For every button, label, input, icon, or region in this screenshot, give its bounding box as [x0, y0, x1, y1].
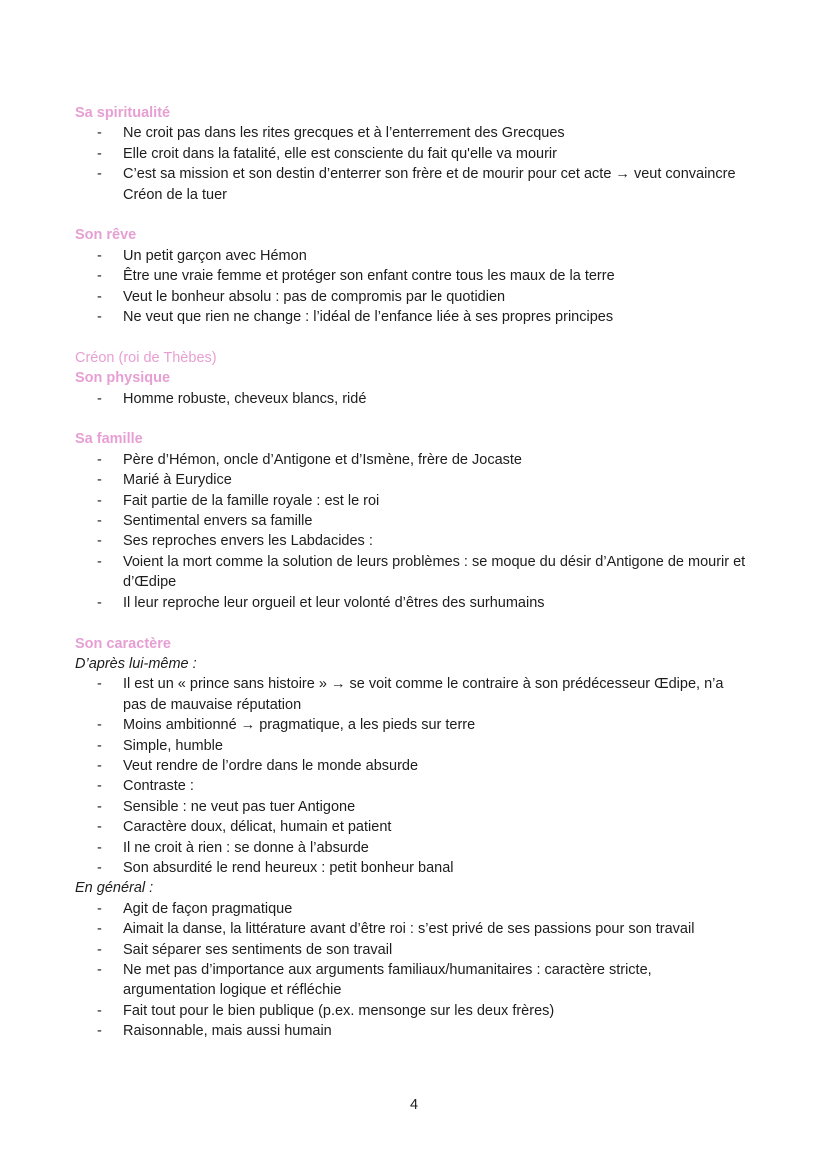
bullet-dash: - [97, 962, 102, 978]
bullet-text: Il ne croit à rien : se donne à l’absurde [123, 839, 369, 856]
bullet-dash: - [97, 553, 102, 570]
bullet-list [75, 123, 748, 205]
bullet-dash: - [97, 166, 102, 183]
bullet-dash: - [97, 676, 102, 693]
bullet-dash: - [97, 819, 102, 836]
bullet-item [75, 940, 748, 960]
bullet-dash: - [97, 145, 102, 162]
bullet-dash: - [97, 390, 102, 407]
bullet-text: Ne veut que rien ne change : l’idéal de l’enfance liée à ses propres principes [123, 309, 614, 326]
bullet-dash: - [97, 533, 102, 550]
bullet-dash: - [97, 859, 102, 876]
section [75, 348, 748, 409]
bullet-text: Fait tout pour le bien publique (p.ex. mensonge sur les deux frères) [123, 1002, 555, 1019]
group-label: D’après lui-même : [75, 655, 197, 672]
bullet-text: Veut le bonheur absolu : pas de compromis par le quotidien [123, 288, 506, 305]
section-heading: Son physique [75, 370, 171, 387]
bullet-item [75, 1001, 748, 1021]
bullet-item [75, 266, 748, 286]
bullet-item [75, 389, 748, 409]
bullet-list [75, 389, 748, 409]
bullet-dash: - [97, 309, 102, 326]
bullet-text: Caractère doux, délicat, humain et patient [123, 819, 392, 836]
bullet-text: Raisonnable, mais aussi humain [123, 1023, 332, 1040]
bullet-item [75, 756, 748, 776]
bullet-list [75, 674, 748, 878]
bullet-item [75, 450, 748, 470]
bullet-item [75, 715, 748, 735]
page-number: 4 [409, 1097, 419, 1113]
bullet-text: C’est sa mission et son destin d’enterrer son frère et de mourir pour cet acte → veut convaincre Créon de la tuer [123, 166, 736, 203]
bullet-text: Ses reproches envers les Labdacides : [123, 533, 373, 550]
bullet-item [75, 736, 748, 756]
bullet-text: Agit de façon pragmatique [123, 900, 293, 917]
bullet-dash: - [97, 717, 102, 734]
bullet-item [75, 144, 748, 164]
bullet-text: Sensible : ne veut pas tuer Antigone [123, 798, 356, 815]
bullet-text: Ne croit pas dans les rites grecques et à l’enterrement des Grecques [123, 125, 565, 142]
section [75, 103, 748, 205]
bullet-item [75, 858, 748, 878]
bullet-dash: - [97, 941, 102, 958]
bullet-item [75, 470, 748, 490]
bullet-item [75, 307, 748, 327]
bullet-dash: - [97, 798, 102, 815]
bullet-item [75, 511, 748, 531]
section-heading: Son caractère [75, 635, 171, 652]
bullet-dash: - [97, 125, 102, 142]
group-label: En général : [75, 880, 154, 897]
bullet-item [75, 776, 748, 796]
bullet-dash: - [97, 921, 102, 938]
bullet-text: Il est un « prince sans histoire » → se voit comme le contraire à son prédécesseur Œdipe, n’a pas de mauvaise réputation [123, 676, 724, 713]
bullet-dash: - [97, 268, 102, 285]
bullet-dash: - [97, 594, 102, 611]
bullet-text: Être une vraie femme et protéger son enfant contre tous les maux de la terre [123, 268, 615, 285]
bullet-text: Son absurdité le rend heureux : petit bonheur banal [123, 859, 454, 876]
section [75, 634, 748, 1042]
bullet-item [75, 552, 748, 593]
bullet-dash: - [97, 900, 102, 917]
bullet-dash: - [97, 737, 102, 754]
bullet-item [75, 674, 748, 715]
bullet-item [75, 593, 748, 613]
bullet-item [75, 899, 748, 919]
bullet-item [75, 164, 748, 205]
bullet-item [75, 817, 748, 837]
bullet-dash: - [97, 778, 102, 795]
section-heading: Son rêve [75, 227, 137, 244]
bullet-dash: - [97, 757, 102, 774]
bullet-dash: - [97, 472, 102, 489]
bullet-text: Homme robuste, cheveux blancs, ridé [123, 390, 367, 407]
bullet-list [75, 899, 748, 1042]
bullet-text: Simple, humble [123, 737, 223, 754]
bullet-text: Moins ambitionné → pragmatique, a les pieds sur terre [123, 717, 476, 734]
bullet-item [75, 797, 748, 817]
bullet-text: Ne met pas d’importance aux arguments familiaux/humanitaires : caractère stricte, argumentation logique et réfléchie [123, 962, 652, 999]
section-preheading: Créon (roi de Thèbes) [75, 349, 217, 366]
bullet-dash: - [97, 1002, 102, 1019]
bullet-item [75, 1021, 748, 1041]
bullet-dash: - [97, 513, 102, 530]
bullet-text: Fait partie de la famille royale : est le roi [123, 492, 380, 509]
bullet-dash: - [97, 288, 102, 305]
bullet-dash: - [97, 1023, 102, 1040]
bullet-list [75, 450, 748, 613]
bullet-item [75, 246, 748, 266]
bullet-text: Un petit garçon avec Hémon [123, 247, 307, 264]
section-heading: Sa famille [75, 431, 143, 448]
bullet-dash: - [97, 451, 102, 468]
bullet-text: Veut rendre de l’ordre dans le monde absurde [123, 757, 419, 774]
bullet-item [75, 960, 748, 1001]
bullet-text: Contraste : [123, 778, 194, 795]
bullet-text: Il leur reproche leur orgueil et leur volonté d’êtres des surhumains [123, 594, 545, 611]
bullet-item [75, 123, 748, 143]
bullet-item [75, 287, 748, 307]
bullet-item [75, 838, 748, 858]
section [75, 429, 748, 613]
bullet-dash: - [97, 247, 102, 264]
bullet-text: Sait séparer ses sentiments de son travail [123, 941, 393, 958]
section-heading: Sa spiritualité [75, 105, 171, 121]
bullet-item [75, 531, 748, 551]
bullet-list [75, 246, 748, 328]
bullet-text: Voient la mort comme la solution de leurs problèmes : se moque du désir d’Antigone de mourir et d’Œdipe [123, 553, 746, 591]
bullet-dash: - [97, 492, 102, 509]
bullet-text: Elle croit dans la fatalité, elle est consciente du fait qu'elle va mourir [123, 145, 557, 162]
bullet-item [75, 919, 748, 939]
bullet-item [75, 491, 748, 511]
bullet-text: Marié à Eurydice [123, 472, 232, 489]
bullet-text: Père d’Hémon, oncle d’Antigone et d’Ismène, frère de Jocaste [123, 451, 522, 468]
bullet-text: Aimait la danse, la littérature avant d’être roi : s’est privé de ses passions pour son travail [123, 921, 695, 938]
section [75, 225, 748, 327]
bullet-dash: - [97, 839, 102, 856]
bullet-text: Sentimental envers sa famille [123, 513, 313, 530]
